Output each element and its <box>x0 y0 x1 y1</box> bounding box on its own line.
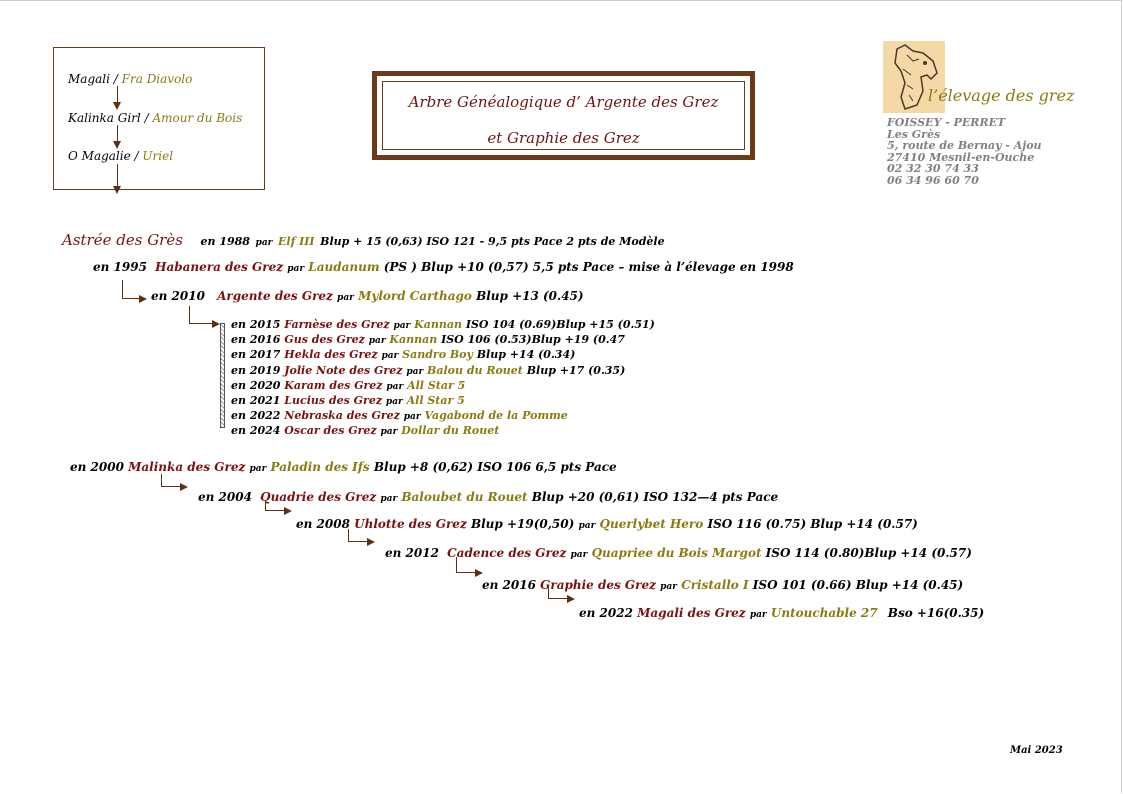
par-label: par <box>337 293 354 303</box>
par-label: par <box>249 464 267 474</box>
horse-info: Blup +8 (0,62) ISO 106 6,5 pts Pace <box>373 460 617 474</box>
parent-line-2 <box>68 111 242 125</box>
down-arrow-icon <box>117 86 118 108</box>
sire-name: Baloubet du Rouet <box>401 490 528 504</box>
magali-line <box>579 606 984 620</box>
horse-name: Uhlotte des Grez <box>354 517 467 531</box>
birth-year: en 2008 <box>296 517 350 531</box>
parent-sire: Uriel <box>142 149 174 163</box>
habanera-line <box>93 260 794 274</box>
arrow-connector-icon <box>456 557 477 573</box>
title-line-1: Arbre Généalogique d’ Argente des Grez <box>408 93 719 111</box>
horse-name: Graphie des Grez <box>540 578 656 592</box>
horse-info-pre: Blup +19(0,50) <box>470 517 575 531</box>
offspring-row: en 2016 Gus des Grez par Kannan ISO 106 (0.53)Blup +19 (0.47 <box>231 333 625 347</box>
sire-name: Elf III <box>278 235 315 248</box>
sire-name: Untouchable 27 <box>770 606 878 620</box>
down-arrow-icon <box>117 125 118 147</box>
horse-name: Cadence des Grez <box>447 546 567 560</box>
horse-info: Blup + 15 (0,63) ISO 121 - 9,5 pts Pace 2 pts de Modèle <box>320 235 665 248</box>
par-label: par <box>660 582 677 592</box>
sire-name: Laudanum <box>308 260 380 274</box>
parent-line-3 <box>68 149 173 163</box>
malinka-line <box>70 460 617 474</box>
title-line-2: et Graphie des Grez <box>487 129 640 147</box>
contact-place: Les Grès <box>887 127 941 141</box>
offspring-row: en 2021 Lucius des Grez par All Star 5 <box>231 394 465 408</box>
arrow-connector-icon <box>548 588 569 599</box>
parents-box <box>53 47 265 190</box>
breeder-name: l’élevage des grez <box>928 86 1075 105</box>
horse-name: Astrée des Grès <box>62 231 183 249</box>
offspring-bracket <box>220 323 225 428</box>
separator: / <box>144 111 149 125</box>
par-label: par <box>570 550 588 560</box>
separator: / <box>134 149 139 163</box>
offspring-row: en 2019 Jolie Note des Grez par Balou du Rouet Blup +17 (0.35) <box>231 363 626 377</box>
horse-info: Blup +13 (0.45) <box>476 289 584 303</box>
offspring-row: en 2020 Karam des Grez par All Star 5 <box>231 378 466 392</box>
horse-info: ISO 114 (0.80)Blup +14 (0.57) <box>765 546 972 560</box>
birth-year: en 2016 <box>482 578 536 592</box>
sire-name: Mylord Carthago <box>358 289 472 303</box>
birth-year: en 1988 <box>200 235 250 248</box>
parent-dam: O Magalie <box>68 149 131 163</box>
horse-name: Argente des Grez <box>217 289 333 303</box>
offspring-row: en 2022 Nebraska des Grez par Vagabond de la Pomme <box>231 409 568 423</box>
horse-info: ISO 116 (0.75) Blup +14 (0.57) <box>707 517 918 531</box>
parent-dam: Magali <box>68 72 110 86</box>
separator: / <box>113 72 118 86</box>
astree-line <box>62 230 665 249</box>
birth-year: en 2000 <box>70 460 124 474</box>
title-box <box>372 71 755 160</box>
par-label: par <box>287 264 305 274</box>
contact-name: FOISSEY - PERRET <box>887 116 1006 129</box>
horse-name: Malinka des Grez <box>128 460 246 474</box>
sire-name: Quapriee du Bois Margot <box>591 546 762 560</box>
parent-sire: Amour du Bois <box>152 111 243 125</box>
uhlotte-line <box>296 517 918 531</box>
arrow-connector-icon <box>189 306 214 324</box>
birth-year: en 1995 <box>93 260 147 274</box>
argente-line <box>151 289 584 303</box>
horse-info: (PS ) Blup +10 (0,57) 5,5 pts Pace – mise à l’élevage en 1998 <box>383 260 794 274</box>
contact-phone-2: 06 34 96 60 70 <box>887 173 979 187</box>
arrow-connector-icon <box>348 529 369 542</box>
par-label: par <box>380 494 398 504</box>
horse-name: Habanera des Grez <box>155 260 284 274</box>
par-label: par <box>749 610 767 620</box>
horse-name: Magali des Grez <box>637 606 746 620</box>
par-label: par <box>255 238 273 248</box>
par-label: par <box>578 521 596 531</box>
contact-street: 5, route de Bernay - Ajou <box>887 139 1042 152</box>
contact-phone-1: 02 32 30 74 33 <box>887 162 979 175</box>
offspring-row: en 2024 Oscar des Grez par Dollar du Rouet <box>231 424 500 438</box>
parent-line-1 <box>68 72 192 86</box>
birth-year: en 2010 <box>151 289 205 303</box>
sire-name: Paladin des Ifs <box>270 460 370 474</box>
arrow-connector-icon <box>265 502 286 511</box>
birth-year: en 2004 <box>198 490 252 504</box>
sire-name: Cristallo I <box>681 578 749 592</box>
argente-offspring-list <box>231 318 655 440</box>
horse-info: ISO 101 (0.66) Blup +14 (0.45) <box>752 578 964 592</box>
offspring-row: en 2015 Farnèse des Grez par Kannan ISO 104 (0.69)Blup +15 (0.51) <box>231 318 655 331</box>
arrow-connector-icon <box>161 474 182 487</box>
down-arrow-icon <box>117 164 118 192</box>
contact-city: 27410 Mesnil-en-Ouche <box>887 150 1035 164</box>
parent-dam: Kalinka Girl <box>68 111 141 125</box>
parent-sire: Fra Diavolo <box>121 72 193 86</box>
birth-year: en 2012 <box>385 546 439 560</box>
horse-name: Quadrie des Grez <box>260 490 377 504</box>
offspring-row: en 2017 Hekla des Grez par Sandro Boy Blup +14 (0.34) <box>231 348 576 362</box>
birth-year: en 2022 <box>579 606 633 620</box>
arrow-connector-icon <box>122 280 141 299</box>
breeder-contact <box>887 117 1042 186</box>
sire-name: Querlybet Hero <box>599 517 704 531</box>
horse-info: Blup +20 (0,61) ISO 132—4 pts Pace <box>531 490 779 504</box>
horse-info: Bso +16(0.35) <box>887 606 985 620</box>
footer-date: Mai 2023 <box>1010 745 1063 756</box>
